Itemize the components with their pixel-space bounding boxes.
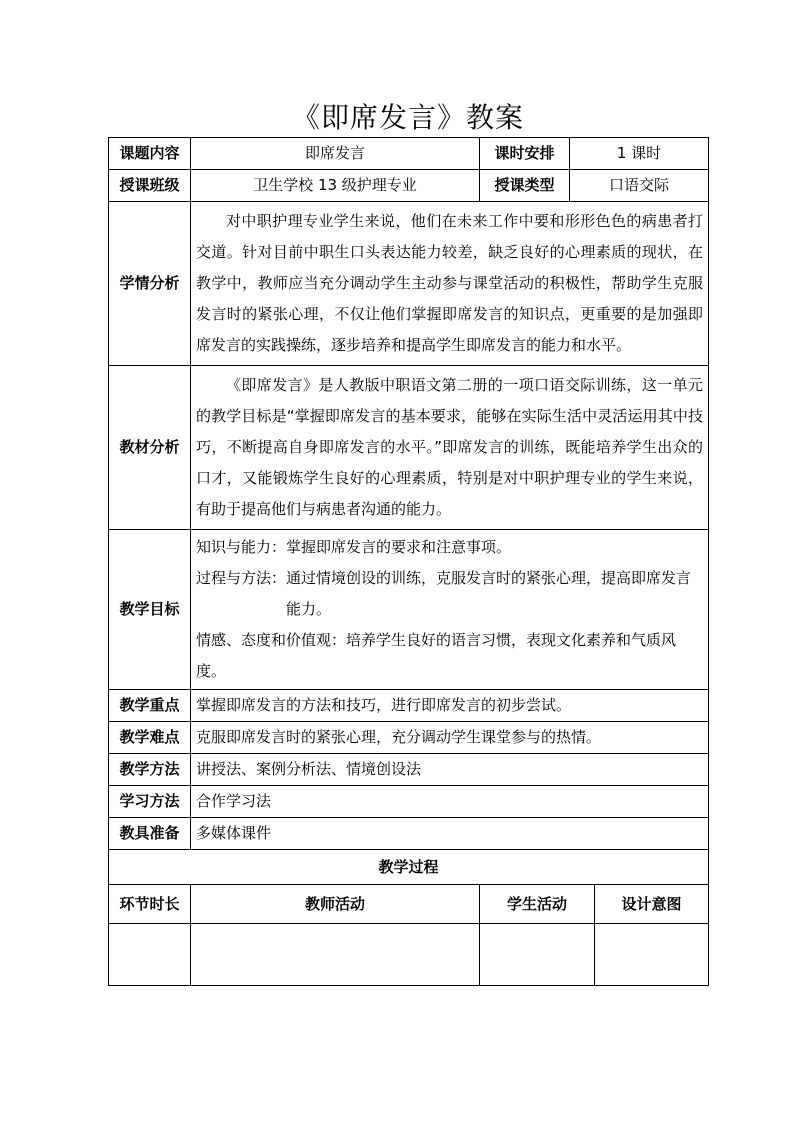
- difficulties-label: 教学难点: [109, 722, 191, 754]
- teaching-methods-label: 教学方法: [109, 754, 191, 786]
- info-row-class: [109, 170, 709, 202]
- key-points-value: 掌握即席发言的方法和技巧，进行即席发言的初步尝试。: [191, 690, 709, 722]
- class-label: 授课班级: [109, 170, 191, 202]
- student-analysis-text: 对中职护理专业学生来说，他们在未来工作中要和形形色色的病患者打交道。针对目前中职生口头表达能力较差，缺乏良好的心理素质的现状，在教学中，教师应当充分调动学生主动参与课堂活动的积极性，帮助学生克服发言时的紧张心理，不仅让他们掌握即席发言的知识点，更重要的是加强即席发言的实践操练，逐步培养和提高学生即席发言的能力和水平。: [191, 202, 709, 366]
- empty-cell-teacher: [191, 924, 480, 986]
- process-title: 教学过程: [109, 850, 709, 885]
- process-header-row: [109, 885, 709, 924]
- header-design-intent: 设计意图: [595, 885, 709, 924]
- difficulties-value: 克服即席发言时的紧张心理，充分调动学生课堂参与的热情。: [191, 722, 709, 754]
- lesson-plan-table: [108, 137, 709, 986]
- process-empty-row: [109, 924, 709, 986]
- hours-label: 课时安排: [480, 138, 570, 170]
- empty-cell-stage: [109, 924, 191, 986]
- learning-methods-label: 学习方法: [109, 786, 191, 818]
- teaching-aids-value: 多媒体课件: [191, 818, 709, 850]
- header-stage-duration: 环节时长: [109, 885, 191, 924]
- learning-methods-value: 合作学习法: [191, 786, 709, 818]
- hours-value: 1 课时: [570, 138, 709, 170]
- key-points-label: 教学重点: [109, 690, 191, 722]
- detail-row-key-points: [109, 690, 709, 722]
- empty-cell-student: [480, 924, 595, 986]
- teaching-goals-label: 教学目标: [109, 530, 191, 690]
- topic-value: 即席发言: [191, 138, 480, 170]
- detail-row-difficulties: [109, 722, 709, 754]
- empty-cell-intent: [595, 924, 709, 986]
- goal-knowledge: 知识与能力：掌握即席发言的要求和注意事项。: [196, 538, 512, 556]
- type-label: 授课类型: [480, 170, 570, 202]
- goal-emotion: 情感、态度和价值观：培养学生良好的语言习惯，表现文化素养和气质风度。: [196, 631, 677, 680]
- detail-row-teaching-aids: [109, 818, 709, 850]
- student-analysis-label: 学情分析: [109, 202, 191, 366]
- teaching-goals-content: [191, 530, 709, 690]
- teaching-goals-row: [109, 530, 709, 690]
- page-title: 《即席发言》教案: [291, 101, 524, 134]
- header-teacher-activity: 教师活动: [191, 885, 480, 924]
- detail-row-learning-methods: [109, 786, 709, 818]
- teaching-methods-value: 讲授法、案例分析法、情境创设法: [191, 754, 709, 786]
- detail-row-teaching-methods: [109, 754, 709, 786]
- material-analysis-label: 教材分析: [109, 366, 191, 530]
- goal-process: 过程与方法：通过情境创设的训练，克服发言时的紧张心理，提高即席发言能力。: [196, 569, 692, 618]
- student-analysis-row: [109, 202, 709, 366]
- topic-label: 课题内容: [109, 138, 191, 170]
- material-analysis-text: 《即席发言》是人教版中职语文第二册的一项口语交际训练，这一单元的教学目标是“掌握即席发言的基本要求，能够在实际生活中灵活运用其中技巧，不断提高自身即席发言的水平。”即席发言的训练，既能培养学生出众的口才，又能锻炼学生良好的心理素质，特别是对中职护理专业的学生来说，有助于提高他们与病患者沟通的能力。: [191, 366, 709, 530]
- info-row-topic: [109, 138, 709, 170]
- header-student-activity: 学生活动: [480, 885, 595, 924]
- class-value: 卫生学校 13 级护理专业: [191, 170, 480, 202]
- material-analysis-row: [109, 366, 709, 530]
- teaching-aids-label: 教具准备: [109, 818, 191, 850]
- type-value: 口语交际: [570, 170, 709, 202]
- process-title-row: [109, 850, 709, 885]
